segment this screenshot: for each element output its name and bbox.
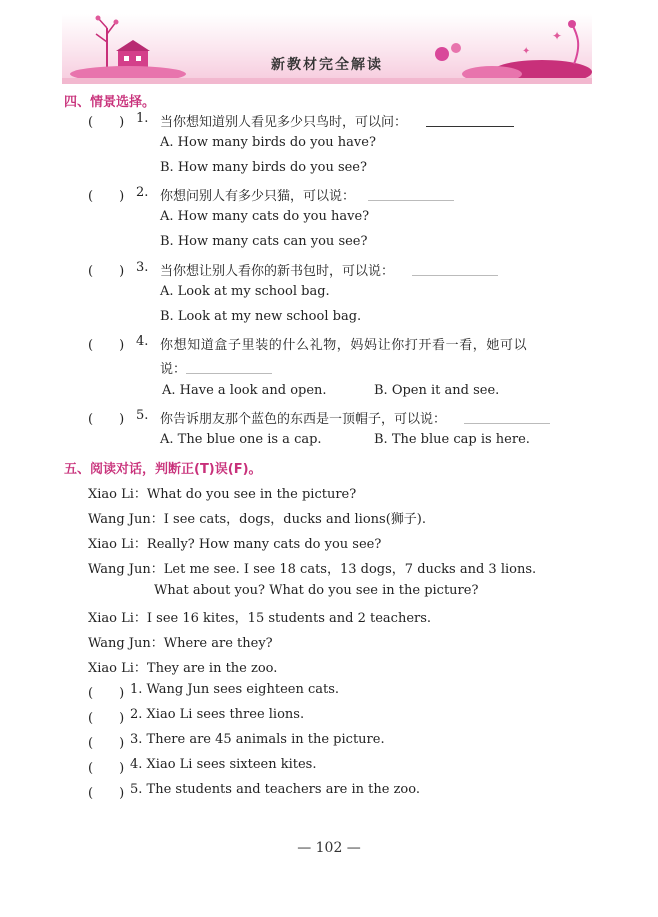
tf-statement-5: 5. The students and teachers are in the zoo. — [130, 782, 420, 797]
dialogue-line: What about you? What do you see in the picture? — [154, 583, 479, 598]
question-prompt-q1: 当你想知道别人看见多少只鸟时，可以问： — [160, 115, 408, 130]
option-q2-a: A. How many cats do you have? — [160, 209, 370, 224]
question-prompt-q3: 当你想让别人看你的新书包时，可以说： — [160, 264, 395, 279]
svg-text:✦: ✦ — [552, 29, 563, 43]
question-prompt-q4: 你想知道盒子里装的什么礼物，妈妈让你打开看一看，她可以 — [160, 338, 528, 353]
option-q3-b: B. Look at my new school bag. — [160, 309, 362, 324]
tf-answer-blank-1[interactable]: ( ) — [88, 686, 125, 701]
question-number-q3: 3. — [136, 260, 149, 275]
answer-blank-q3[interactable]: ( ) — [88, 264, 125, 279]
question-number-q5: 5. — [136, 408, 149, 423]
question-prompt-q5: 你告诉朋友那个蓝色的东西是一顶帽子，可以说： — [160, 412, 447, 427]
answer-line-q1[interactable] — [426, 126, 514, 127]
option-q4-b: B. Open it and see. — [374, 383, 500, 398]
dialogue-line: Xiao Li：Really? How many cats do you see? — [88, 537, 382, 552]
tf-statement-4: 4. Xiao Li sees sixteen kites. — [130, 757, 317, 772]
answer-blank-q2[interactable]: ( ) — [88, 189, 125, 204]
tf-answer-blank-5[interactable]: ( ) — [88, 786, 125, 801]
option-q5-a: A. The blue one is a cap. — [160, 432, 322, 447]
option-q1-a: A. How many birds do you have? — [160, 135, 376, 150]
option-q1-b: B. How many birds do you see? — [160, 160, 367, 175]
answer-line-q4[interactable] — [186, 373, 272, 374]
question-prompt-q2: 你想问别人有多少只猫，可以说： — [160, 189, 356, 204]
section4-title: 四、情景选择。 — [64, 95, 156, 110]
option-q3-a: A. Look at my school bag. — [160, 284, 330, 299]
tf-answer-blank-2[interactable]: ( ) — [88, 711, 125, 726]
dialogue-line: Wang Jun：I see cats，dogs，ducks and lions(狮子). — [88, 512, 426, 527]
question-prompt-q4-cont: 说： — [160, 362, 187, 377]
tf-statement-3: 3. There are 45 animals in the picture. — [130, 732, 385, 747]
tf-statement-1: 1. Wang Jun sees eighteen cats. — [130, 682, 340, 697]
question-number-q1: 1. — [136, 111, 149, 126]
answer-line-q3[interactable] — [412, 275, 498, 276]
dialogue-line: Wang Jun：Where are they? — [88, 636, 273, 651]
header-title: 新教材完全解读 — [271, 57, 383, 73]
option-q5-b: B. The blue cap is here. — [374, 432, 530, 447]
answer-line-q5[interactable] — [464, 423, 550, 424]
answer-blank-q5[interactable]: ( ) — [88, 412, 125, 427]
tf-statement-2: 2. Xiao Li sees three lions. — [130, 707, 305, 722]
page-number: — 102 — — [297, 840, 361, 856]
answer-blank-q4[interactable]: ( ) — [88, 338, 125, 353]
page-header — [62, 14, 592, 82]
option-q2-b: B. How many cats can you see? — [160, 234, 368, 249]
question-number-q4: 4. — [136, 334, 149, 349]
dialogue-line: Wang Jun：Let me see. I see 18 cats，13 dogs，7 ducks and 3 lions. — [88, 562, 537, 577]
dialogue-line: Xiao Li：What do you see in the picture? — [88, 487, 357, 502]
dialogue-line: Xiao Li：I see 16 kites，15 students and 2 teachers. — [88, 611, 432, 626]
dialogue-line: Xiao Li：They are in the zoo. — [88, 661, 278, 676]
question-number-q2: 2. — [136, 185, 149, 200]
svg-text:✦: ✦ — [522, 46, 531, 57]
answer-line-q2[interactable] — [368, 200, 454, 201]
option-q4-a: A. Have a look and open. — [162, 383, 327, 398]
tf-answer-blank-3[interactable]: ( ) — [88, 736, 125, 751]
tf-answer-blank-4[interactable]: ( ) — [88, 761, 125, 776]
section5-title: 五、阅读对话，判断正(T)误(F)。 — [64, 462, 262, 477]
answer-blank-q1[interactable]: ( ) — [88, 115, 125, 130]
